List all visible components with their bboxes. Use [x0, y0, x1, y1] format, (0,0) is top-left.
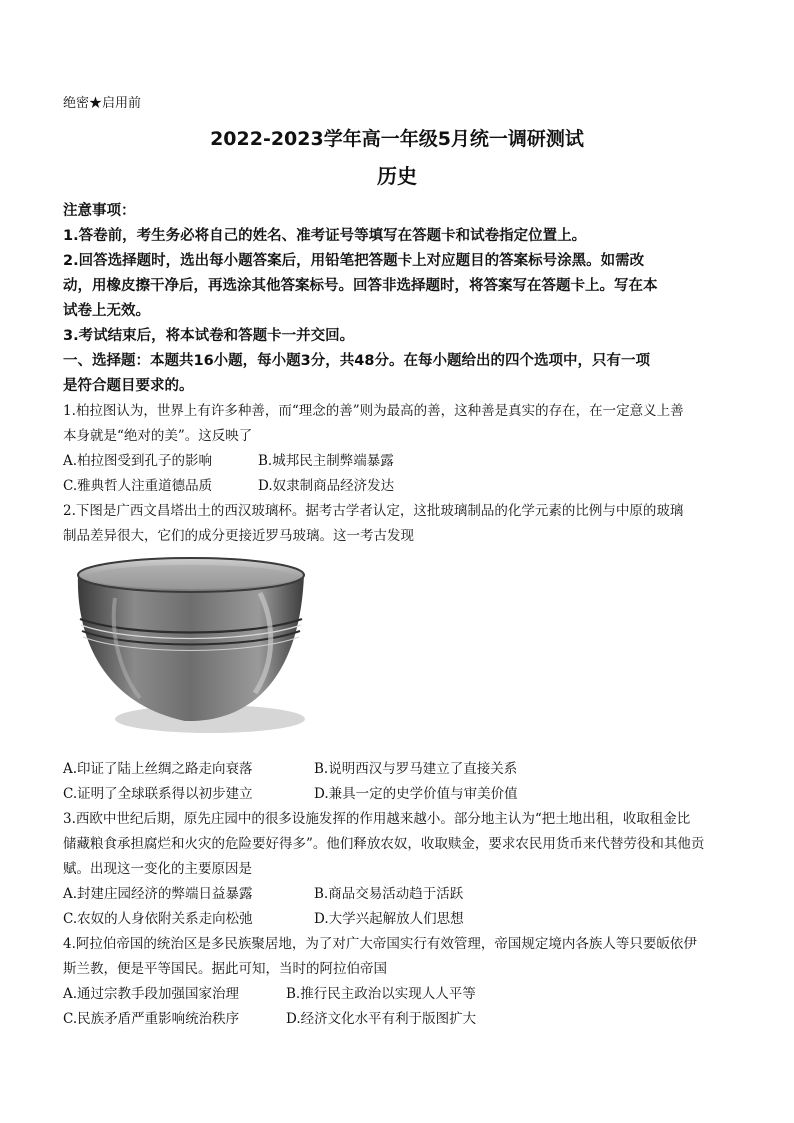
option-a: A.印证了陆上丝绸之路走向衰落 — [63, 761, 253, 777]
option-c: C.农奴的人身依附关系走向松弛 — [63, 911, 253, 927]
question-stem: 储藏粮食承担腐烂和火灾的危险要好得多”。他们释放农奴，收取赎金，要求农民用货币来代替劳役和其他贡 — [63, 836, 705, 852]
notice-line: 动，用橡皮擦干净后，再选涂其他答案标号。回答非选择题时，将答案写在答题卡上。写在本 — [63, 278, 658, 294]
option-c: C.证明了全球联系得以初步建立 — [63, 786, 253, 802]
notice-line: 3.考试结束后，将本试卷和答题卡一并交回。 — [63, 328, 355, 344]
option-a: A.柏拉图受到孔子的影响 — [63, 453, 213, 469]
question-stem: 斯兰教，便是平等国民。据此可知，当时的阿拉伯帝国 — [63, 961, 387, 977]
option-b: B.推行民主政治以实现人人平等 — [286, 986, 476, 1002]
option-c: C.民族矛盾严重影响统治秩序 — [63, 1011, 240, 1027]
option-c: C.雅典哲人注重道德品质 — [63, 478, 213, 494]
option-d: D.奴隶制商品经济发达 — [258, 478, 395, 494]
section-heading: 是符合题目要求的。 — [63, 378, 194, 394]
option-d: D.兼具一定的史学价值与审美价值 — [314, 786, 518, 802]
exam-title: 2022-2023学年高一年级5月统一调研测试 — [210, 128, 584, 150]
option-d: D.经济文化水平有利于版图扩大 — [286, 1011, 477, 1027]
notice-heading: 注意事项： — [63, 203, 136, 219]
option-b: B.城邦民主制弊端暴露 — [258, 453, 394, 469]
option-a: A.通过宗教手段加强国家治理 — [63, 986, 240, 1002]
notice-line: 2.回答选择题时，选出每小题答案后，用铅笔把答题卡上对应题目的答案标号涂黑。如需改 — [63, 253, 645, 269]
option-a: A.封建庄园经济的弊端日益暴露 — [63, 886, 253, 902]
question-stem: 赋。出现这一变化的主要原因是 — [63, 861, 252, 877]
option-b: B.说明西汉与罗马建立了直接关系 — [314, 761, 518, 777]
question-stem: 2.下图是广西文昌塔出土的西汉玻璃杯。据考古学者认定，这批玻璃制品的化学元素的比例与中原的玻璃 — [63, 503, 684, 519]
section-heading: 一、选择题：本题共16小题，每小题3分，共48分。在每小题给出的四个选项中，只有一项 — [63, 353, 650, 369]
option-d: D.大学兴起解放人们思想 — [314, 911, 464, 927]
question-stem: 3.西欧中世纪后期，原先庄园中的很多设施发挥的作用越来越小。部分地主认为“把土地出租，收取租金比 — [63, 811, 691, 827]
question-stem: 制品差异很大，它们的成分更接近罗马玻璃。这一考古发现 — [63, 528, 414, 544]
question-stem: 1.柏拉图认为，世界上有许多种善，而“理念的善”则为最高的善，这种善是真实的存在，在一定意义上善 — [63, 403, 684, 419]
option-b: B.商品交易活动趋于活跃 — [314, 886, 464, 902]
glass-bowl-image — [70, 553, 316, 738]
confidential-mark: 绝密★启用前 — [63, 96, 142, 111]
notice-line: 1.答卷前，考生务必将自己的姓名、准考证号等填写在答题卡和试卷指定位置上。 — [63, 228, 587, 244]
question-stem: 4.阿拉伯帝国的统治区是多民族聚居地，为了对广大帝国实行有效管理，帝国规定境内各族人等只要皈依伊 — [63, 936, 697, 952]
subject-title: 历史 — [377, 164, 417, 188]
question-stem: 本身就是“绝对的美”。这反映了 — [63, 428, 253, 444]
notice-line: 试卷上无效。 — [63, 303, 150, 319]
